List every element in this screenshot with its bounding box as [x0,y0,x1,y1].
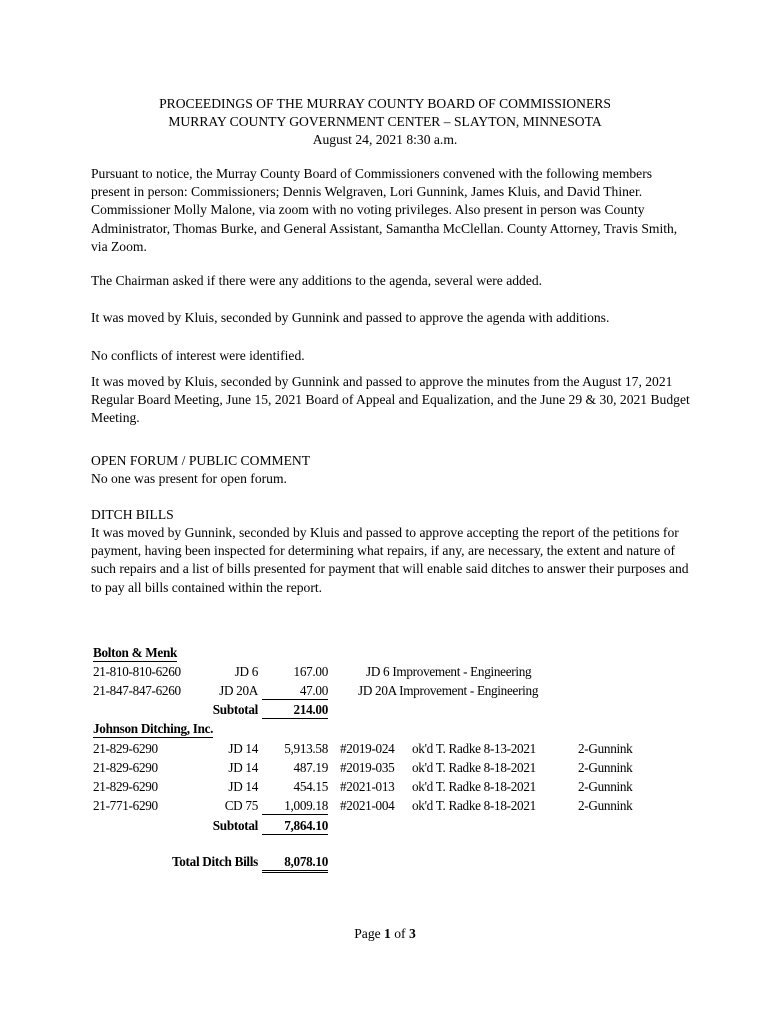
total-label: Total Ditch Bills [171,854,258,869]
subtotal-label: Subtotal [212,818,258,833]
section-heading-open-forum: OPEN FORUM / PUBLIC COMMENT [91,453,311,468]
subtotal-amount: 7,864.10 [262,818,328,835]
ditch-id: JD 6 [234,664,258,679]
commissioner-district: 2-Gunnink [578,760,633,775]
account-number: 21-829-6290 [93,779,158,794]
account-number: 21-829-6290 [93,760,158,775]
amount: 487.19 [293,760,328,775]
paragraph-ditch-bills: It was moved by Gunnink, seconded by Kluis and passed to approve accepting the report of the petitions for payment, having been inspected for determining what repairs, if any, are necessary, the extent and nature of such repairs and a list of bills presented for payment that will enable said ditches to answer their purposes and to pay all bills contained within the report. [91,525,689,595]
ditch-id: JD 20A [219,683,258,698]
amount: 167.00 [293,664,328,679]
total-amount: 8,078.10 [262,854,328,873]
invoice-ref: #2021-013 [340,779,395,794]
invoice-ref: #2019-035 [340,760,395,775]
vendor-name: Bolton & Menk [93,645,178,660]
subtotal-label: Subtotal [212,702,258,717]
approval-note: ok'd T. Radke 8-18-2021 [412,779,536,794]
paragraph-conflicts: No conflicts of interest were identified. [91,348,305,363]
page-of-label: of [390,926,409,941]
approval-note: ok'd T. Radke 8-18-2021 [412,798,536,813]
page-number: 1 [384,926,391,941]
ditch-id: JD 14 [228,760,258,775]
header-title: PROCEEDINGS OF THE MURRAY COUNTY BOARD OF COMMISSIONERS [159,96,611,111]
account-number: 21-771-6290 [93,798,158,813]
subtotal-amount: 214.00 [262,702,328,719]
invoice-ref: #2019-024 [340,741,395,756]
amount: 47.00 [262,683,328,700]
header-date: August 24, 2021 8:30 a.m. [312,132,458,147]
vendor-name: Johnson Ditching, Inc. [93,721,214,736]
page-footer [0,926,770,942]
account-number: 21-829-6290 [93,741,158,756]
description: JD 6 Improvement - Engineering [366,664,532,679]
paragraph-minutes-approval: It was moved by Kluis, seconded by Gunnink and passed to approve the minutes from the August 17, 2021 Regular Board Meeting, June 15, 2021 Board of Appeal and Equalization, and the June 29 & 30, 2021 Budget Meeting. [91,374,690,426]
header-location: MURRAY COUNTY GOVERNMENT CENTER – SLAYTON, MINNESOTA [168,114,602,129]
commissioner-district: 2-Gunnink [578,779,633,794]
amount: 1,009.18 [262,798,328,815]
commissioner-district: 2-Gunnink [578,741,633,756]
invoice-ref: #2021-004 [340,798,395,813]
paragraph-agenda-approval: It was moved by Kluis, seconded by Gunnink and passed to approve the agenda with additions. [91,310,610,325]
ditch-id: CD 75 [224,798,258,813]
account-number: 21-810-810-6260 [93,664,181,679]
page-label: Page [354,926,385,941]
ditch-id: JD 14 [228,779,258,794]
paragraph-agenda-additions: The Chairman asked if there were any additions to the agenda, several were added. [91,273,543,288]
amount: 5,913.58 [284,741,328,756]
paragraph-attendance: Pursuant to notice, the Murray County Board of Commissioners convened with the following members present in person: Commissioners; Dennis Welgraven, Lori Gunnink, James Kluis, and David Thiner. Commissioner Molly Malone, via zoom with no voting privileges. Also present in person was County Administrator, Thomas Burke, and General Assistant, Samantha McClellan. County Attorney, Travis Smith, via Zoom. [91,166,678,254]
document-header [0,95,770,149]
amount: 454.15 [293,779,328,794]
commissioner-district: 2-Gunnink [578,798,633,813]
description: JD 20A Improvement - Engineering [358,683,539,698]
section-heading-ditch-bills: DITCH BILLS [91,507,174,522]
approval-note: ok'd T. Radke 8-13-2021 [412,741,536,756]
account-number: 21-847-847-6260 [93,683,181,698]
paragraph-open-forum: No one was present for open forum. [91,471,287,486]
page-total: 3 [408,926,416,941]
approval-note: ok'd T. Radke 8-18-2021 [412,760,536,775]
ditch-id: JD 14 [228,741,258,756]
